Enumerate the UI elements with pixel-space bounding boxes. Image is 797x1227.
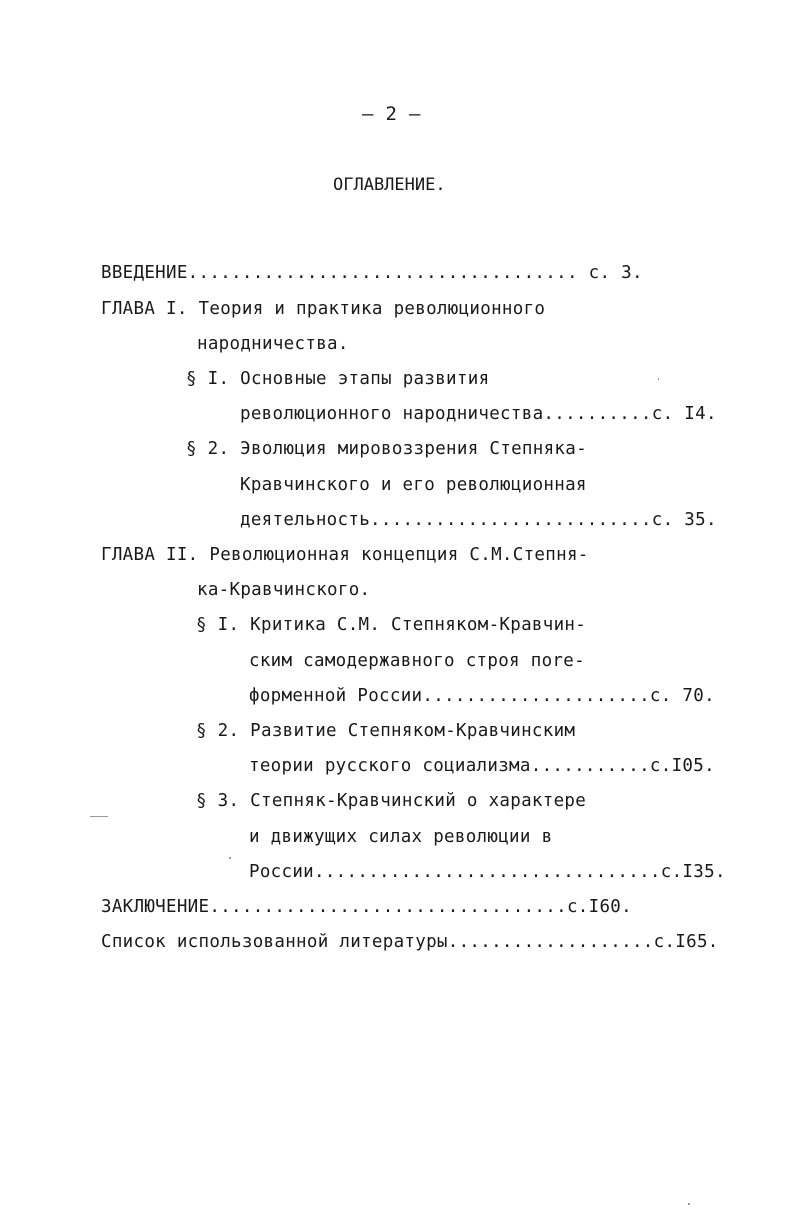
scan-speck [90,816,108,817]
toc-section-1-2-line-3: деятельность..........................с. 35. [240,510,717,530]
toc-section-1-2-line-2: Кравчинского и его революционная [240,475,587,495]
toc-section-1-2-line-1: § 2. Эволюция мировоззрения Степняка- [186,439,587,459]
toc-chapter-2-line-2: ка-Кравчинского. [197,580,371,600]
toc-chapter-2-line-1: ГЛАВА II. Революционная концепция С.М.Степня- [101,545,589,565]
toc-section-2-2-line-1: § 2. Развитие Степняком-Кравчинским [196,721,576,741]
toc-chapter-1-line-2: народничества. [197,334,349,354]
toc-section-2-1-line-1: § I. Критика С.М. Степняком-Кравчин- [196,615,587,635]
toc-section-2-1-line-2: ским самодержавного строя пore- [249,651,585,671]
scan-speck [229,857,231,859]
toc-entry-intro: ВВЕДЕНИЕ.................................... с. 3. [101,263,643,283]
toc-section-1-1-line-2: революционного народничества..........с. I4. [240,404,717,424]
toc-entry-conclusion: ЗАКЛЮЧЕНИЕ.................................с.I60. [101,897,632,917]
toc-section-2-3-line-1: § 3. Степняк-Кравчинский о характере [196,791,587,811]
toc-section-2-3-line-3: России................................с.I35. [249,862,726,882]
scan-speck [688,1203,690,1205]
toc-chapter-1-line-1: ГЛАВА I. Теория и практика революционного [101,299,546,319]
toc-section-2-3-line-2: и движущих силах революции в [249,827,553,847]
toc-entry-bibliography: Список использованной литературы...................с.I65. [101,932,719,952]
page-title: ОГЛАВЛЕНИЕ. [333,175,446,195]
toc-section-1-1-line-1: § I. Основные этапы развития [186,369,490,389]
toc-section-2-1-line-3: форменной России.....................с. 70. [249,686,715,706]
scan-speck [658,378,659,380]
toc-section-2-2-line-2: теории русского социализма...........с.I05. [249,756,715,776]
page-number: – 2 – [362,103,421,125]
